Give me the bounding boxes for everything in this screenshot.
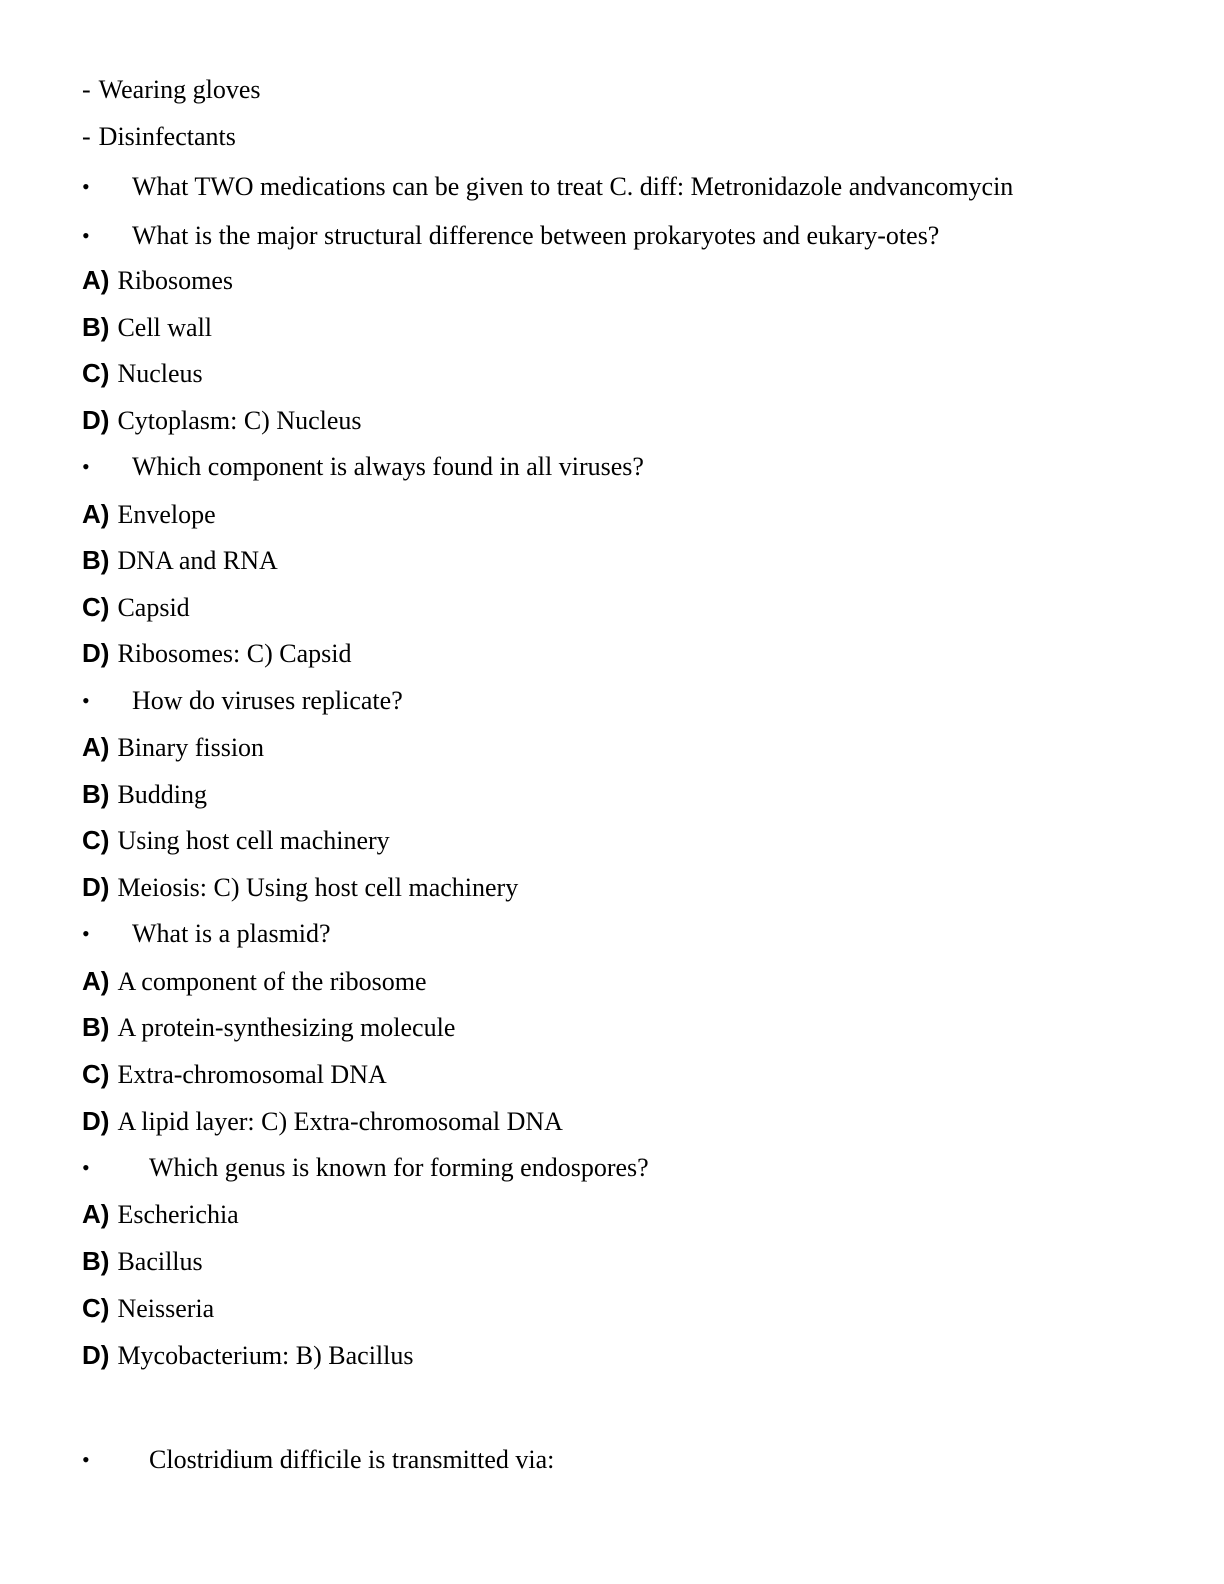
answer-option: A) Escherichia bbox=[82, 1199, 239, 1229]
answer-option: C) Neisseria bbox=[82, 1293, 215, 1323]
bullet-icon: • bbox=[82, 1155, 90, 1180]
question-text: • What is a plasmid? bbox=[82, 916, 1184, 952]
bullet-icon: • bbox=[82, 688, 90, 713]
answer-option: C) Using host cell machinery bbox=[82, 825, 390, 855]
answer-option: D) A lipid layer: C) Extra-chromosomal DNA bbox=[82, 1106, 563, 1136]
answer-option: A) A component of the ribosome bbox=[82, 966, 427, 996]
dash-item: - Wearing gloves bbox=[82, 72, 1184, 108]
bullet-icon: • bbox=[82, 921, 90, 946]
answer-option: B) Cell wall bbox=[82, 312, 213, 342]
question-text: • How do viruses replicate? bbox=[82, 683, 1184, 719]
dash-marker: - bbox=[82, 122, 91, 151]
dash-marker: - bbox=[82, 75, 91, 104]
question-text: • Clostridium difficile is transmitted via: bbox=[82, 1442, 1184, 1478]
answer-option: B) DNA and RNA bbox=[82, 545, 278, 575]
answer-option: D) Meiosis: C) Using host cell machinery bbox=[82, 872, 519, 902]
answer-option: A) Envelope bbox=[82, 499, 216, 529]
answer-option: D) Mycobacterium: B) Bacillus bbox=[82, 1340, 414, 1370]
question-text: • Which genus is known for forming endospores? bbox=[82, 1150, 1184, 1186]
answer-option: C) Nucleus bbox=[82, 358, 203, 388]
bullet-icon: • bbox=[82, 223, 90, 248]
dash-item: - Disinfectants bbox=[82, 119, 1184, 155]
question-text: • What is the major structural difference between prokaryotes and eukary-otes? bbox=[82, 218, 1184, 254]
answer-option: B) Budding bbox=[82, 779, 208, 809]
bullet-icon: • bbox=[82, 454, 90, 479]
answer-option: A) Ribosomes bbox=[82, 265, 234, 295]
bullet-icon: • bbox=[82, 1447, 90, 1472]
answer-option: B) A protein-synthesizing molecule bbox=[82, 1012, 456, 1042]
question-cdiff-medications: • What TWO medications can be given to treat C. diff: Metronidazole andvancomycin bbox=[82, 169, 1184, 205]
answer-option: D) Cytoplasm: C) Nucleus bbox=[82, 405, 362, 435]
answer-option: C) Extra-chromosomal DNA bbox=[82, 1059, 387, 1089]
answer-option: B) Bacillus bbox=[82, 1246, 203, 1276]
answer-option: C) Capsid bbox=[82, 592, 190, 622]
bullet-icon: • bbox=[82, 174, 90, 199]
question-text: • Which component is always found in all viruses? bbox=[82, 449, 1184, 485]
answer-option: D) Ribosomes: C) Capsid bbox=[82, 638, 352, 668]
answer-option: A) Binary fission bbox=[82, 732, 265, 762]
